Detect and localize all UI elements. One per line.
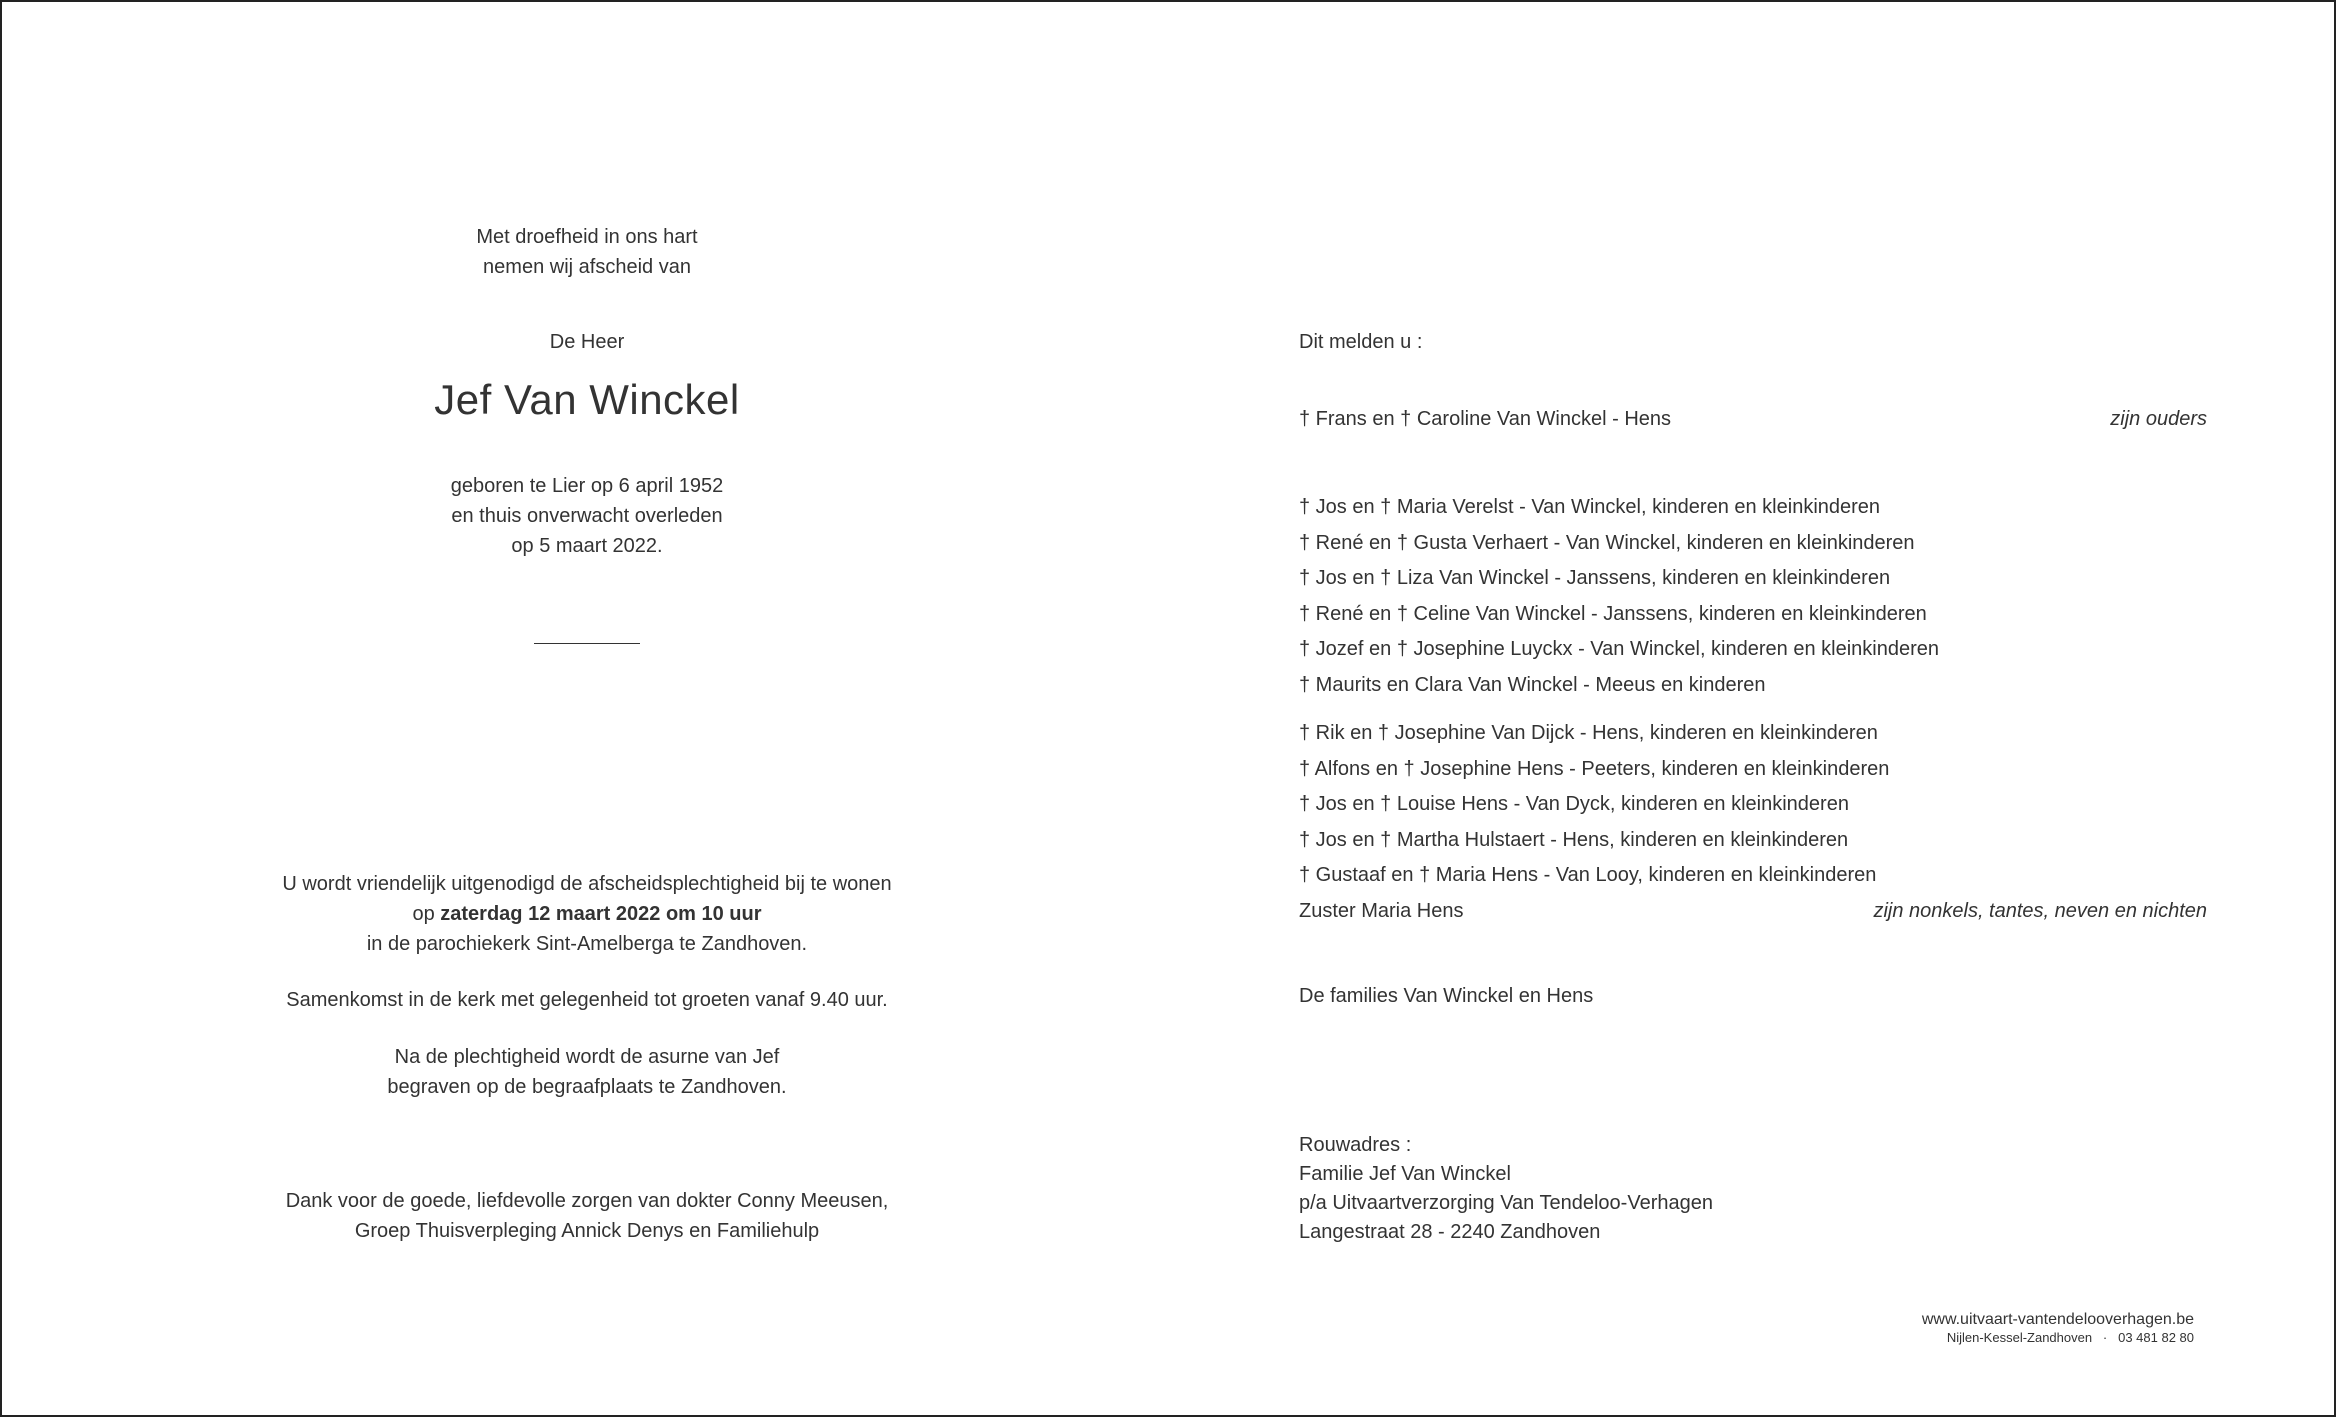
family-group-hens (1299, 716, 2207, 929)
invitation-line (202, 899, 972, 929)
dates-line: en thuis onverwacht overleden (451, 505, 723, 527)
family-row: † Jos en † Louise Hens - Van Dyck, kinderen en kleinkinderen (1299, 793, 1849, 815)
family-row: † Jos en † Liza Van Winckel - Janssens, kinderen en kleinkinderen (1299, 567, 1891, 589)
thanks-block (202, 1186, 972, 1246)
parents-names: † Frans en † Caroline Van Winckel - Hens (1299, 408, 1672, 430)
deceased-name-block (202, 374, 972, 426)
family-row: † Alfons en † Josephine Hens - Peeters, kinderen en kleinkinderen (1299, 757, 1890, 780)
intro-block (202, 222, 972, 282)
footer-contact-wrap (1922, 1329, 2194, 1347)
dates-line: op 5 maart 2022. (511, 535, 663, 557)
address-label: Rouwadres : (1299, 1134, 1412, 1156)
footer-contact: Nijlen-Kessel-Zandhoven · 03 481 82 80 (1946, 1330, 2194, 1345)
dates-line: geboren te Lier op 6 april 1952 (450, 475, 724, 497)
footer (1922, 1311, 2194, 1347)
burial-line: Na de plechtigheid wordt de asurne van Jef (394, 1046, 780, 1068)
invitation-block (202, 869, 972, 959)
dates-block (202, 471, 972, 561)
thanks-line: Dank voor de goede, liefdevolle zorgen van dokter Conny Meeusen, (285, 1190, 889, 1212)
sister-name: Zuster Maria Hens (1299, 899, 1464, 922)
family-row: † René en † Celine Van Winckel - Janssens, kinderen en kleinkinderen (1299, 602, 1927, 625)
address-block (1299, 1131, 2207, 1247)
family-row: † Gustaaf en † Maria Hens - Van Looy, kinderen en kleinkinderen (1299, 864, 1877, 886)
parents-relation: zijn ouders (2110, 408, 2207, 430)
deceased-name: Jef Van Winckel (434, 376, 740, 423)
thanks-line: Groep Thuisverpleging Annick Denys en Familiehulp (354, 1220, 820, 1242)
families-line: De families Van Winckel en Hens (1299, 985, 1594, 1007)
family-row: † Jozef en † Josephine Luyckx - Van Winckel, kinderen en kleinkinderen (1299, 638, 1939, 660)
footer-website[interactable]: www.uitvaart-vantendelooverhagen.be (1921, 1311, 2194, 1328)
address-line: Langestraat 28 - 2240 Zandhoven (1299, 1221, 1601, 1243)
address-line: Familie Jef Van Winckel (1299, 1163, 1511, 1185)
ceremony-datetime: zaterdag 12 maart 2022 om 10 uur (440, 903, 762, 925)
announce-block (1299, 325, 2207, 361)
invitation-line: U wordt vriendelijk uitgenodigd de afscheidsplechtigheid bij te wonen (282, 873, 892, 895)
burial-line: begraven op de begraafplaats te Zandhoven. (387, 1076, 787, 1098)
invitation-line: in de parochiekerk Sint-Amelberga te Zandhoven. (366, 933, 808, 955)
invitation-prefix: op (412, 903, 435, 925)
relatives-relation: zijn nonkels, tantes, neven en nichten (1873, 899, 2207, 922)
parents-row (1299, 402, 2207, 438)
honorific-title: De Heer (549, 331, 625, 353)
intro-line: Met droefheid in ons hart (476, 226, 698, 248)
announce-line: Dit melden u : (1299, 331, 1423, 353)
address-line: p/a Uitvaartverzorging Van Tendeloo-Verhagen (1299, 1192, 1713, 1214)
family-row: † Jos en † Maria Verelst - Van Winckel, kinderen en kleinkinderen (1299, 496, 1881, 518)
intro-line: nemen wij afscheid van (483, 256, 691, 278)
burial-block (202, 1042, 972, 1102)
families-block (1299, 979, 2207, 1015)
gathering-block (202, 985, 972, 1015)
gathering-line: Samenkomst in de kerk met gelegenheid tot groeten vanaf 9.40 uur. (286, 989, 888, 1011)
family-row: † René en † Gusta Verhaert - Van Winckel, kinderen en kleinkinderen (1299, 531, 1915, 554)
family-row: † Maurits en Clara Van Winckel - Meeus en kinderen (1299, 673, 1766, 696)
parents-block (1299, 402, 2207, 438)
honorific (202, 327, 972, 357)
family-group-vanwinckel (1299, 490, 2207, 703)
sister-row (1299, 894, 2207, 930)
family-row: † Jos en † Martha Hulstaert - Hens, kinderen en kleinkinderen (1299, 828, 1849, 851)
divider-line (534, 643, 640, 644)
family-row: † Rik en † Josephine Van Dijck - Hens, kinderen en kleinkinderen (1299, 722, 1878, 744)
